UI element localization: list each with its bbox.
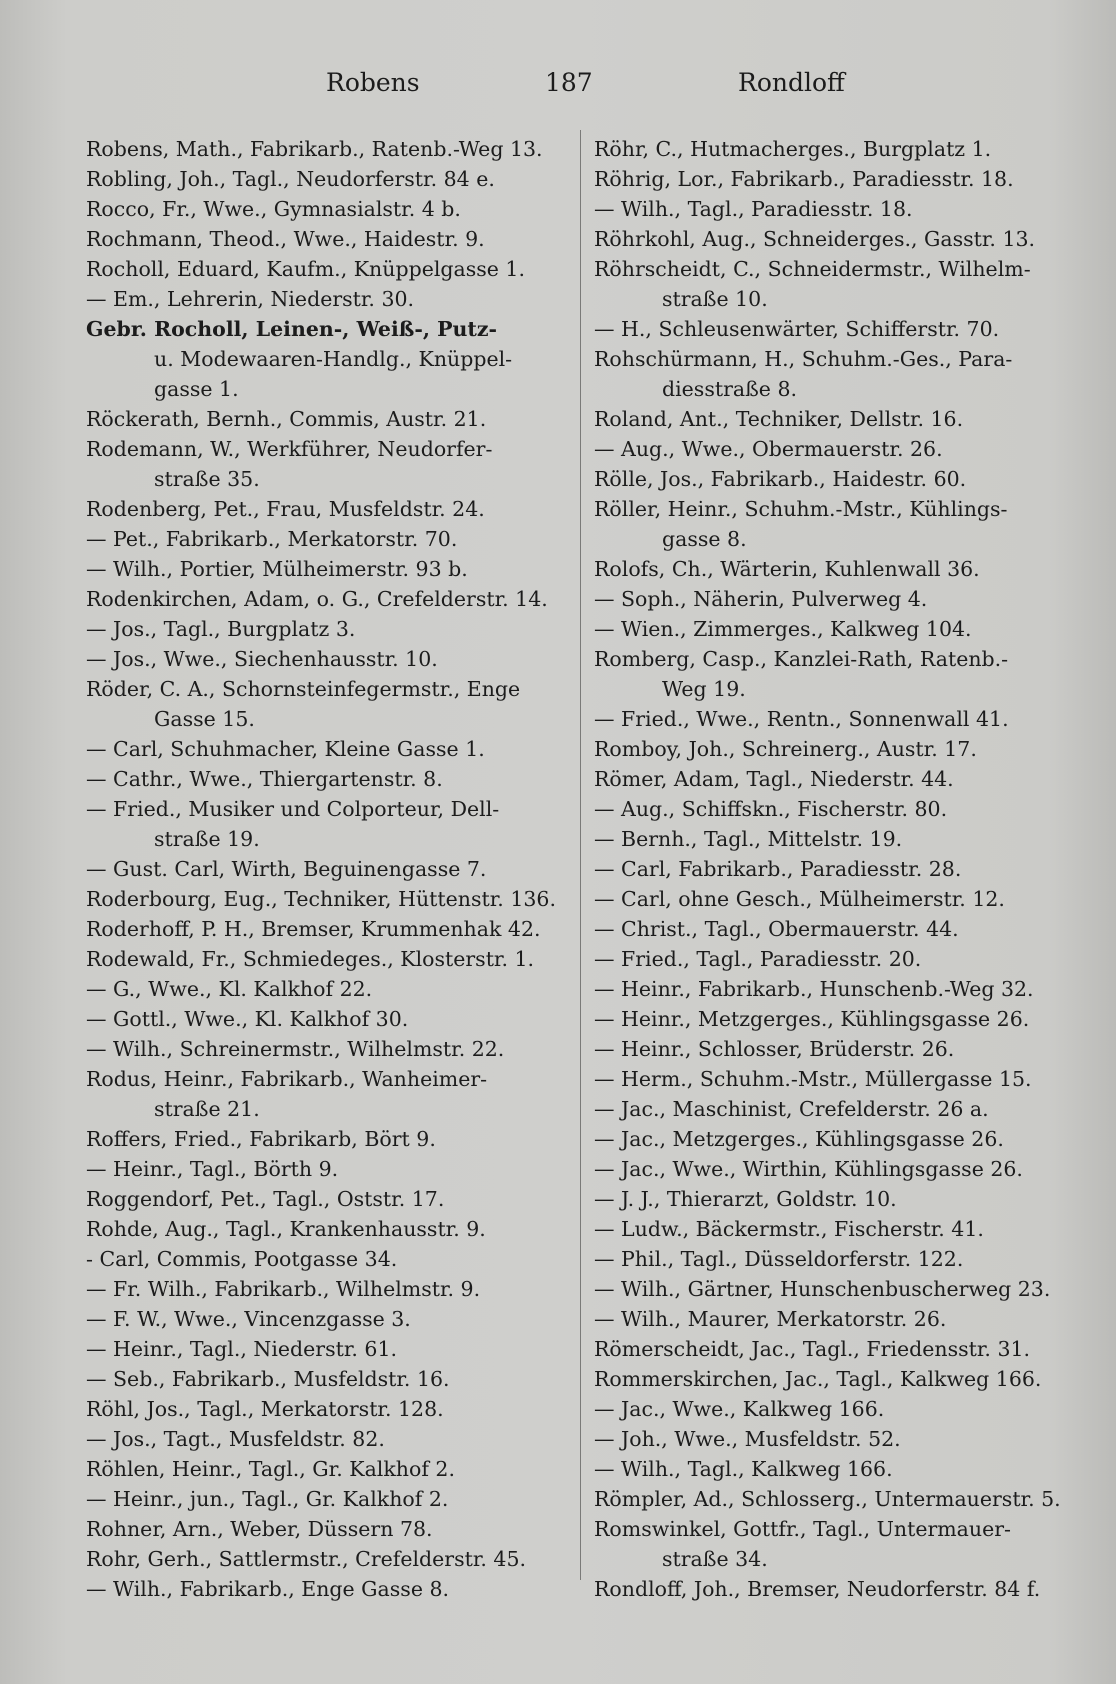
directory-entry: Rohner, Arn., Weber, Düssern 78. [86,1517,433,1541]
directory-entry: — Wilh., Schreinermstr., Wilhelmstr. 22. [86,1037,505,1061]
directory-entry: — Jac., Metzgerges., Kühlingsgasse 26. [594,1127,1004,1151]
directory-entry: straße 19. [154,827,260,851]
directory-entry: gasse 8. [662,527,747,551]
directory-entry: Robling, Joh., Tagl., Neudorferstr. 84 e. [86,167,495,191]
directory-entry: — Fried., Wwe., Rentn., Sonnenwall 41. [594,707,1009,731]
directory-entry: Römer, Adam, Tagl., Niederstr. 44. [594,767,954,791]
right-column [594,134,1064,1604]
directory-entry: — Aug., Schiffskn., Fischerstr. 80. [594,797,948,821]
directory-entry: Rodemann, W., Werkführer, Neudorfer- [86,437,493,461]
directory-entry: — Phil., Tagl., Düsseldorferstr. 122. [594,1247,964,1271]
directory-entry: Weg 19. [662,677,746,701]
directory-entry: — Wilh., Fabrikarb., Enge Gasse 8. [86,1577,450,1601]
directory-entry: — Pet., Fabrikarb., Merkatorstr. 70. [86,527,458,551]
directory-entry: — Jac., Wwe., Wirthin, Kühlingsgasse 26. [594,1157,1023,1181]
directory-entry: — Herm., Schuhm.-Mstr., Müllergasse 15. [594,1067,1032,1091]
directory-entry: Romberg, Casp., Kanzlei-Rath, Ratenb.- [594,647,1009,671]
directory-entry: — Jos., Wwe., Siechenhausstr. 10. [86,647,438,671]
directory-entry: — J. J., Thierarzt, Goldstr. 10. [594,1187,897,1211]
directory-entry: — Em., Lehrerin, Niederstr. 30. [86,287,415,311]
directory-entry: — Cathr., Wwe., Thiergartenstr. 8. [86,767,443,791]
directory-entry: Romswinkel, Gottfr., Tagl., Untermauer- [594,1517,1011,1541]
directory-entry: diesstraße 8. [662,377,798,401]
directory-entry: — Wilh., Tagl., Paradiesstr. 18. [594,197,913,221]
directory-entry: Röller, Heinr., Schuhm.-Mstr., Kühlings- [594,497,1008,521]
directory-entry: Röhrscheidt, C., Schneidermstr., Wilhelm- [594,257,1031,281]
directory-entry: Gasse 15. [154,707,255,731]
directory-entry: — Jos., Tagl., Burgplatz 3. [86,617,356,641]
directory-entry: Rocholl, Eduard, Kaufm., Knüppelgasse 1. [86,257,525,281]
directory-entry: — Heinr., Tagl., Niederstr. 61. [86,1337,398,1361]
directory-entry: — Heinr., Tagl., Börth 9. [86,1157,339,1181]
directory-entry: — Carl, ohne Gesch., Mülheimerstr. 12. [594,887,1005,911]
directory-entry: — Wilh., Tagl., Kalkweg 166. [594,1457,893,1481]
directory-entry: Rohde, Aug., Tagl., Krankenhausstr. 9. [86,1217,486,1241]
header-first-name: Robens [326,68,420,97]
directory-entry: Rodenkirchen, Adam, o. G., Crefelderstr. 14. [86,587,548,611]
header-last-name: Rondloff [738,68,845,97]
directory-entry: gasse 1. [154,377,239,401]
directory-entry: — Wilh., Maurer, Merkatorstr. 26. [594,1307,947,1331]
directory-entry: Rölle, Jos., Fabrikarb., Haidestr. 60. [594,467,967,491]
directory-entry: u. Modewaaren-Handlg., Knüppel- [154,347,513,371]
directory-entry: Rohschürmann, H., Schuhm.-Ges., Para- [594,347,1013,371]
directory-entry: — Fr. Wilh., Fabrikarb., Wilhelmstr. 9. [86,1277,481,1301]
directory-entry: Roland, Ant., Techniker, Dellstr. 16. [594,407,964,431]
directory-entry: Römpler, Ad., Schlosserg., Untermauerstr. 5. [594,1487,1061,1511]
directory-entry: Rochmann, Theod., Wwe., Haidestr. 9. [86,227,485,251]
directory-entry: — Heinr., jun., Tagl., Gr. Kalkhof 2. [86,1487,449,1511]
directory-entry: Rodus, Heinr., Fabrikarb., Wanheimer- [86,1067,488,1091]
directory-entry: — Joh., Wwe., Musfeldstr. 52. [594,1427,901,1451]
directory-entry: — Christ., Tagl., Obermauerstr. 44. [594,917,959,941]
directory-entry: — Heinr., Schlosser, Brüderstr. 26. [594,1037,955,1061]
directory-entry: straße 21. [154,1097,260,1121]
directory-entry: Romboy, Joh., Schreinerg., Austr. 17. [594,737,977,761]
directory-entry: — Seb., Fabrikarb., Musfeldstr. 16. [86,1367,450,1391]
directory-entry: Roggendorf, Pet., Tagl., Oststr. 17. [86,1187,445,1211]
directory-entry: — Wilh., Gärtner, Hunschenbuscherweg 23. [594,1277,1051,1301]
directory-entry: Röhrkohl, Aug., Schneiderges., Gasstr. 13. [594,227,1036,251]
directory-entry: - Carl, Commis, Pootgasse 34. [86,1247,398,1271]
directory-entry: Rondloff, Joh., Bremser, Neudorferstr. 84 f. [594,1577,1041,1601]
left-column [86,134,566,1604]
directory-entry: — Carl, Schuhmacher, Kleine Gasse 1. [86,737,485,761]
directory-entry: — Heinr., Fabrikarb., Hunschenb.-Weg 32. [594,977,1034,1001]
page-header [0,68,1116,108]
directory-entry: — Heinr., Metzgerges., Kühlingsgasse 26. [594,1007,1030,1031]
directory-entry: Röckerath, Bernh., Commis, Austr. 21. [86,407,487,431]
directory-entry: — Wien., Zimmerges., Kalkweg 104. [594,617,972,641]
directory-entry: — F. W., Wwe., Vincenzgasse 3. [86,1307,411,1331]
directory-entry: — Ludw., Bäckermstr., Fischerstr. 41. [594,1217,984,1241]
directory-entry: — Bernh., Tagl., Mittelstr. 19. [594,827,903,851]
directory-entry: — Jos., Tagt., Musfeldstr. 82. [86,1427,385,1451]
directory-entry: — Carl, Fabrikarb., Paradiesstr. 28. [594,857,962,881]
directory-entry: — Gottl., Wwe., Kl. Kalkhof 30. [86,1007,409,1031]
directory-entry: Röder, C. A., Schornsteinfegermstr., Enge [86,677,521,701]
directory-entry: — Gust. Carl, Wirth, Beguinengasse 7. [86,857,487,881]
directory-entry: Röhrig, Lor., Fabrikarb., Paradiesstr. 18. [594,167,1014,191]
directory-entry: — Jac., Wwe., Kalkweg 166. [594,1397,885,1421]
directory-entry: straße 35. [154,467,260,491]
directory-entry: Röhl, Jos., Tagl., Merkatorstr. 128. [86,1397,444,1421]
directory-entry: — H., Schleusenwärter, Schifferstr. 70. [594,317,1000,341]
directory-entry: Gebr. Rocholl, Leinen-, Weiß-, Putz- [86,317,498,341]
directory-entry: Roderbourg, Eug., Techniker, Hüttenstr. 136. [86,887,556,911]
directory-entry: — Jac., Maschinist, Crefelderstr. 26 a. [594,1097,989,1121]
directory-entry: Roffers, Fried., Fabrikarb, Bört 9. [86,1127,436,1151]
directory-entry: Robens, Math., Fabrikarb., Ratenb.-Weg 13. [86,137,543,161]
directory-entry: Römerscheidt, Jac., Tagl., Friedensstr. 31. [594,1337,1031,1361]
directory-entry: — Fried., Tagl., Paradiesstr. 20. [594,947,922,971]
directory-entry: Rocco, Fr., Wwe., Gymnasialstr. 4 b. [86,197,461,221]
directory-entry: Roderhoff, P. H., Bremser, Krummenhak 42. [86,917,541,941]
directory-entry: — G., Wwe., Kl. Kalkhof 22. [86,977,373,1001]
directory-entry: straße 34. [662,1547,768,1571]
directory-entry: Röhr, C., Hutmacherges., Burgplatz 1. [594,137,992,161]
directory-entry: — Fried., Musiker und Colporteur, Dell- [86,797,500,821]
directory-entry: — Soph., Näherin, Pulverweg 4. [594,587,928,611]
directory-entry: Rohr, Gerh., Sattlermstr., Crefelderstr. 45. [86,1547,527,1571]
column-divider [580,130,581,1580]
directory-entry: — Aug., Wwe., Obermauerstr. 26. [594,437,943,461]
directory-entry: straße 10. [662,287,768,311]
directory-entry: Röhlen, Heinr., Tagl., Gr. Kalkhof 2. [86,1457,455,1481]
directory-entry: Rommerskirchen, Jac., Tagl., Kalkweg 166. [594,1367,1042,1391]
directory-entry: Rodenberg, Pet., Frau, Musfeldstr. 24. [86,497,485,521]
directory-entry: — Wilh., Portier, Mülheimerstr. 93 b. [86,557,468,581]
page-number: 187 [545,68,593,97]
directory-entry: Rodewald, Fr., Schmiedeges., Klosterstr. 1. [86,947,535,971]
directory-entry: Rolofs, Ch., Wärterin, Kuhlenwall 36. [594,557,980,581]
